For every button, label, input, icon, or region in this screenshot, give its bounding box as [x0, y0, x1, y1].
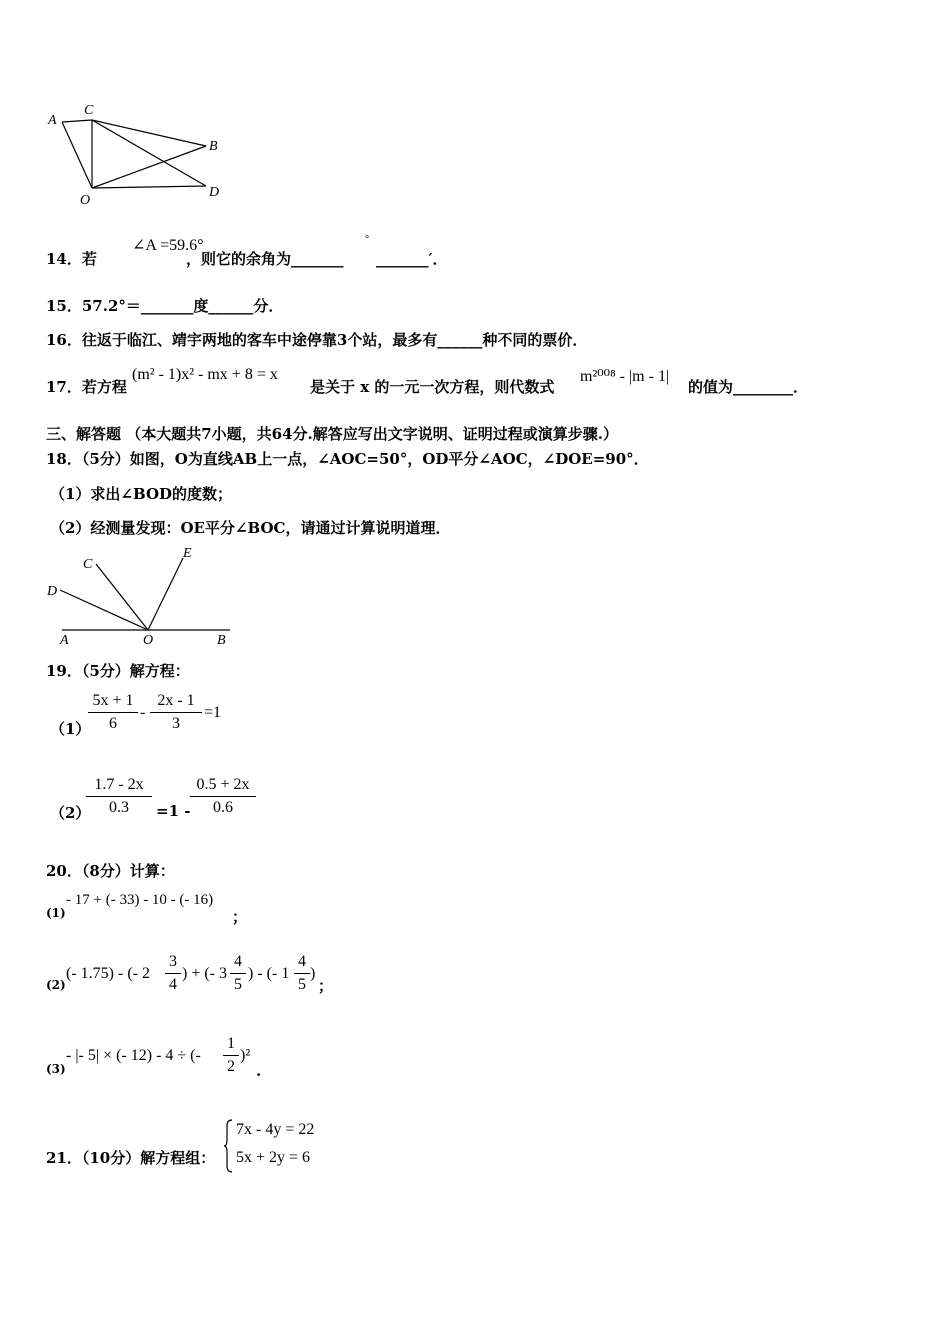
ray-oe: [148, 558, 183, 630]
q17-mid: 是关于 x 的一元一次方程，则代数式: [310, 378, 555, 396]
fraction: $\frac{1.7 - 2x}{0.3}$: [86, 776, 152, 817]
question-18-sub2: （2）经测量发现：OE平分∠BOC，请通过计算说明道理．: [50, 519, 451, 537]
angle-expression: ∠A =59.6°: [132, 237, 204, 254]
fraction: $\frac{2x - 1}{3}$: [150, 692, 202, 733]
label-c: C: [84, 103, 94, 118]
segment-ac: [62, 120, 92, 122]
q20-p1-end: ；: [232, 908, 248, 926]
ray-oc: [96, 564, 148, 630]
label-a: A: [60, 633, 69, 648]
q19-eq2-label: （2）: [50, 804, 91, 822]
q20-p3-label: (3): [46, 1062, 66, 1076]
question-16: 16．往返于临江、靖宇两地的客车中途停靠3个站，最多有______种不同的票价．: [46, 331, 588, 349]
question-19-title: 19．（5分）解方程：: [46, 662, 190, 680]
q19-eq1-label: （1）: [50, 720, 91, 738]
segment-od: [92, 186, 206, 188]
question-15: 15．57.2°＝_______度______分．: [46, 297, 284, 315]
fraction: $\frac{0.5 + 2x}{0.6}$: [190, 776, 256, 817]
q17-equation: (m² - 1)x² - mx + 8 = x: [132, 366, 278, 383]
system-brace: [224, 1118, 234, 1174]
segment-cd: [92, 120, 206, 186]
label-o: O: [143, 633, 154, 648]
operator: =1 -: [156, 802, 191, 820]
question-20-title: 20．（8分）计算：: [46, 862, 175, 880]
fraction: $\frac{3}{4}$: [165, 953, 181, 994]
label-o: O: [80, 193, 91, 208]
label-b: B: [209, 139, 218, 154]
question-number: 14．: [46, 250, 82, 268]
degree-mark: °: [365, 234, 369, 245]
operator: -: [140, 704, 146, 721]
label-d: D: [209, 185, 220, 200]
q20-p3-part-b: )²: [240, 1047, 251, 1064]
rhs: =1: [204, 704, 222, 721]
question-18-sub1: （1）求出∠BOD的度数；: [50, 485, 233, 503]
q17-expression: m²⁰⁰⁸ - |m - 1|: [580, 368, 670, 385]
angle-figure: [40, 542, 240, 650]
q14-tail: _______′．: [376, 250, 448, 268]
q20-p1-expr: - 17 + (- 33) - 10 - (- 16): [66, 892, 214, 908]
segment-ob: [92, 146, 206, 188]
geometry-figure-aocbd: [40, 98, 240, 213]
segment-cb: [92, 120, 206, 146]
question-18-title: 18．（5分）如图，O为直线AB上一点，∠AOC=50°，OD平分∠AOC，∠DOE=90°．: [46, 450, 649, 468]
q20-p2-part-b: ) + (- 3: [182, 965, 228, 982]
fraction: $\frac{1}{2}$: [223, 1035, 239, 1076]
q20-p2-end: ；: [318, 977, 334, 995]
question-14: 14．若: [46, 250, 97, 268]
question-21-title: 21．（10分）解方程组：: [46, 1149, 216, 1167]
label-e: E: [183, 546, 192, 561]
segment-ao: [62, 122, 92, 188]
fraction: $\frac{4}{5}$: [294, 953, 310, 994]
q20-p2-part-c: ) - (- 1: [248, 965, 290, 982]
system-equation-2: 5x + 2y = 6: [236, 1149, 311, 1166]
q20-p3-end: .: [256, 1062, 262, 1080]
q14-blank-text: ，则它的余角为_______: [186, 250, 344, 268]
label-c: C: [83, 557, 93, 572]
section-heading: 三、解答题 （本大题共7小题，共64分.解答应写出文字说明、证明过程或演算步骤.）: [46, 425, 618, 443]
q20-p2-label: (2): [46, 978, 66, 992]
q20-p2-part-a: (- 1.75) - (- 2: [66, 965, 150, 982]
q20-p1-label: (1): [46, 906, 66, 920]
label-d: D: [47, 584, 58, 599]
system-equation-1: 7x - 4y = 22: [236, 1121, 315, 1138]
q20-p2-part-d: ): [310, 965, 316, 982]
question-17: 17．若方程: [46, 378, 127, 396]
ray-od: [60, 590, 148, 630]
q20-p3-part-a: - |- 5| × (- 12) - 4 ÷ (-: [66, 1047, 201, 1064]
fraction: $\frac{4}{5}$: [230, 953, 246, 994]
label-a: A: [48, 113, 57, 128]
q17-tail: 的值为________．: [688, 378, 809, 396]
label-b: B: [217, 633, 226, 648]
fraction: $\frac{5x + 1}{6}$: [88, 692, 138, 733]
